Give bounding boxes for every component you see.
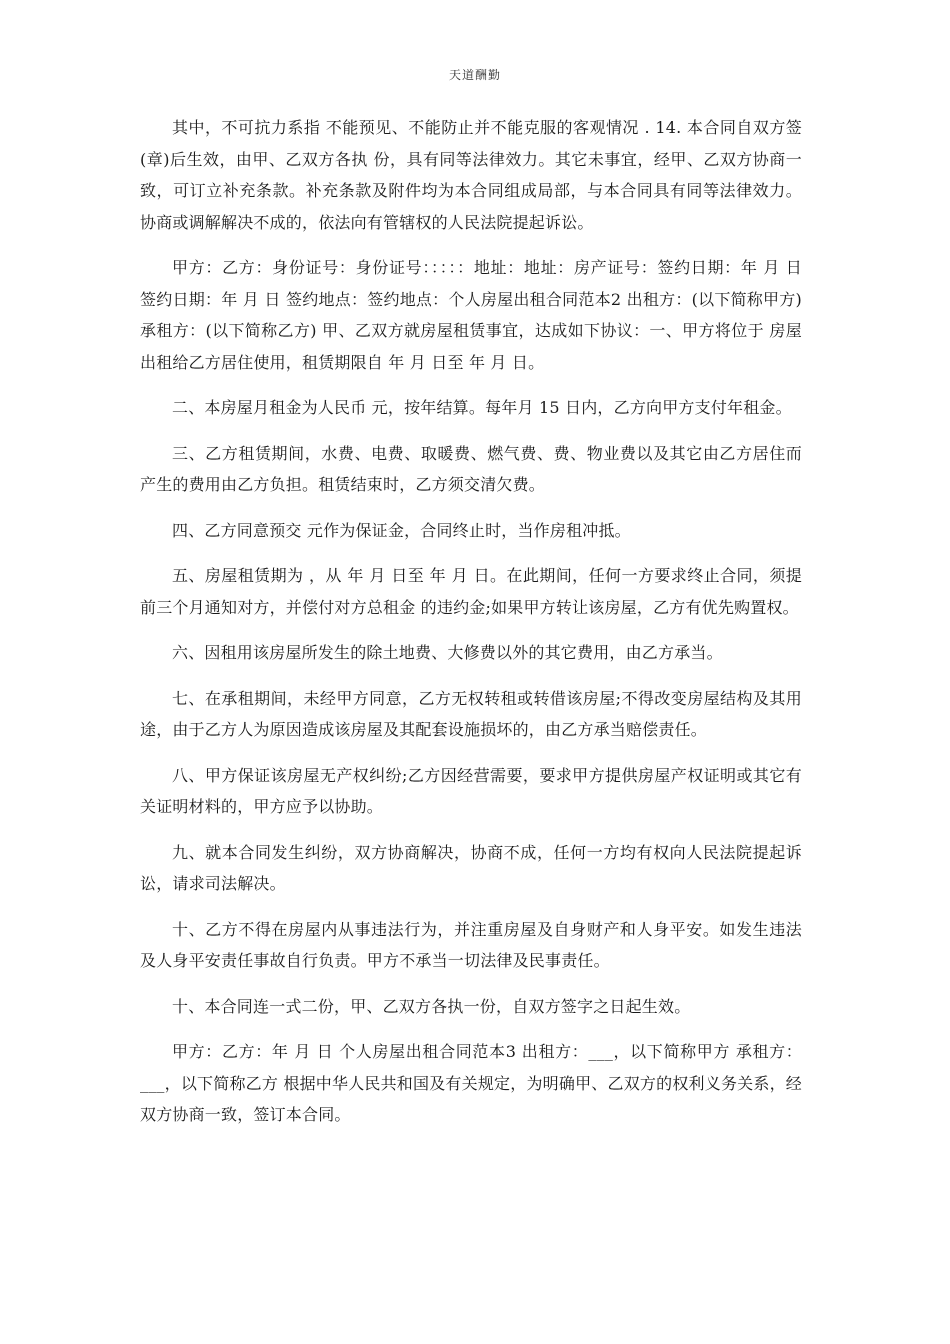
paragraph-10: 九、就本合同发生纠纷，双方协商解决，协商不成，任何一方均有权向人民法院提起诉讼，请求司法解决。	[140, 842, 802, 893]
paragraph-6: 五、房屋租赁期为 ，从 年 月 日至 年 月 日。在此期间，任何一方要求终止合同，须提前三个月通知对方，并偿付对方总租金 的违约金;如果甲方转让该房屋，乙方有优先购置权。	[140, 566, 802, 617]
paragraph-12: 十、本合同连一式二份，甲、乙双方各执一份，自双方签字之日起生效。	[172, 996, 691, 1016]
paragraph-9: 八、甲方保证该房屋无产权纠纷;乙方因经营需要，要求甲方提供房屋产权证明或其它有关证明材料的，甲方应予以协助。	[140, 765, 802, 816]
paragraph-7: 六、因租用该房屋所发生的除土地费、大修费以外的其它费用，由乙方承当。	[172, 643, 723, 662]
page-header: 天道酬勤	[448, 68, 501, 82]
paragraph-4: 三、乙方租赁期间，水费、电费、取暖费、燃气费、费、物业费以及其它由乙方居住而产生的费用由乙方负担。租赁结束时，乙方须交清欠费。	[140, 443, 802, 494]
paragraph-11: 十、乙方不得在房屋内从事违法行为，并注重房屋及自身财产和人身平安。如发生违法及人身平安责任事故自行负责。甲方不承当一切法律及民事责任。	[140, 919, 802, 970]
paragraph-1: 其中，不可抗力系指 不能预见、不能防止并不能克服的客观情况 . 14. 本合同自双方签(章)后生效，由甲、乙双方各执 份，具有同等法律效力。其它未事宜，经甲、乙双方协商一致，可订立补充条款。补充条款及附件均为本合同组成局部，与本合同具有同等法律效力。协商或调解解决不成的，依法向有管辖权的人民法院提起诉讼。	[140, 118, 802, 232]
paragraph-3: 二、本房屋月租金为人民币 元，按年结算。每年月 15 日内，乙方向甲方支付年租金。	[172, 398, 792, 417]
paragraph-2: 甲方：乙方：身份证号：身份证号：：：：：地址：地址：房产证号：签约日期：年 月 日 签约日期：年 月 日 签约地点：签约地点：个人房屋出租合同范本2 出租方：(以下简称甲方) 承租方：(以下简称乙方) 甲、乙双方就房屋租赁事宜，达成如下协议：一、甲方将位于 房屋出租给乙方居住使用，租赁期限自 年 月 日至 年 月 日。	[140, 258, 802, 372]
paragraph-13: 甲方：乙方：年 月 日 个人房屋出租合同范本3 出租方：___，以下简称甲方 承租方：___，以下简称乙方 根据中华人民共和国及有关规定，为明确甲、乙双方的权利义务关系，经双方协商一致，签订本合同。	[140, 1042, 802, 1124]
paragraph-8: 七、在承租期间，未经甲方同意，乙方无权转租或转借该房屋;不得改变房屋结构及其用途，由于乙方人为原因造成该房屋及其配套设施损坏的，由乙方承当赔偿责任。	[140, 688, 802, 739]
paragraph-5: 四、乙方同意预交 元作为保证金，合同终止时，当作房租冲抵。	[172, 520, 631, 540]
document-body	[140, 112, 802, 1145]
